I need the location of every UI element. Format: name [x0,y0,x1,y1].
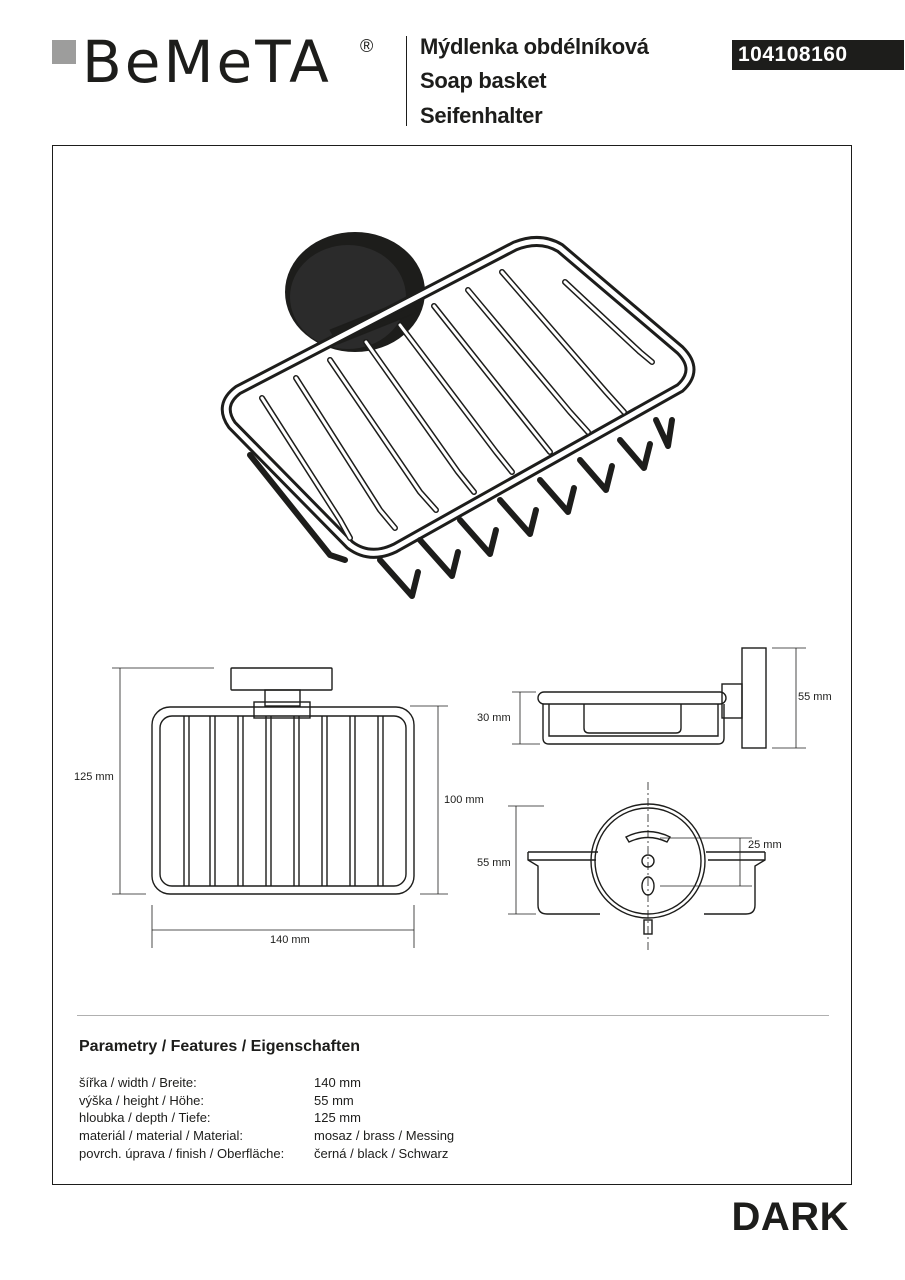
registered-mark: ® [360,36,374,56]
spec-label: šířka / width / Breite: [79,1075,197,1090]
dim-side-height: 55 mm [798,691,832,703]
spec-value: 140 mm [314,1075,361,1090]
dim-front-basket-height: 100 mm [444,794,484,806]
back-view-drawing [528,804,765,934]
brand-logo: BeMeTA [82,28,332,96]
dim-side-basket-height: 30 mm [477,712,511,724]
product-illustration [226,232,690,596]
front-view-drawing [152,668,414,894]
features-divider [77,1015,829,1016]
dim-front-height: 125 mm [74,771,114,783]
spec-value: černá / black / Schwarz [314,1146,449,1161]
front-dimension-lines [112,668,448,948]
product-code: 104108160 [732,40,904,70]
spec-label: hloubka / depth / Tiefe: [79,1110,211,1125]
title-english: Soap basket [420,68,547,93]
collection-name: DARK [731,1195,849,1239]
title-german: Seifenhalter [420,103,543,128]
dim-front-width: 140 mm [270,934,310,946]
spec-label: povrch. úprava / finish / Oberfläche: [79,1146,285,1161]
title-czech: Mýdlenka obdélníková [420,34,649,59]
side-view-drawing [538,648,766,748]
spec-value: 125 mm [314,1110,361,1125]
spec-label: výška / height / Höhe: [79,1093,205,1108]
dim-back-height: 55 mm [477,857,511,869]
spec-value: 55 mm [314,1093,354,1108]
spec-label: materiál / material / Material: [79,1128,243,1143]
features-title: Parametry / Features / Eigenschaften [79,1038,360,1055]
dim-back-offset: 25 mm [748,839,782,851]
spec-value: mosaz / brass / Messing [314,1128,455,1143]
